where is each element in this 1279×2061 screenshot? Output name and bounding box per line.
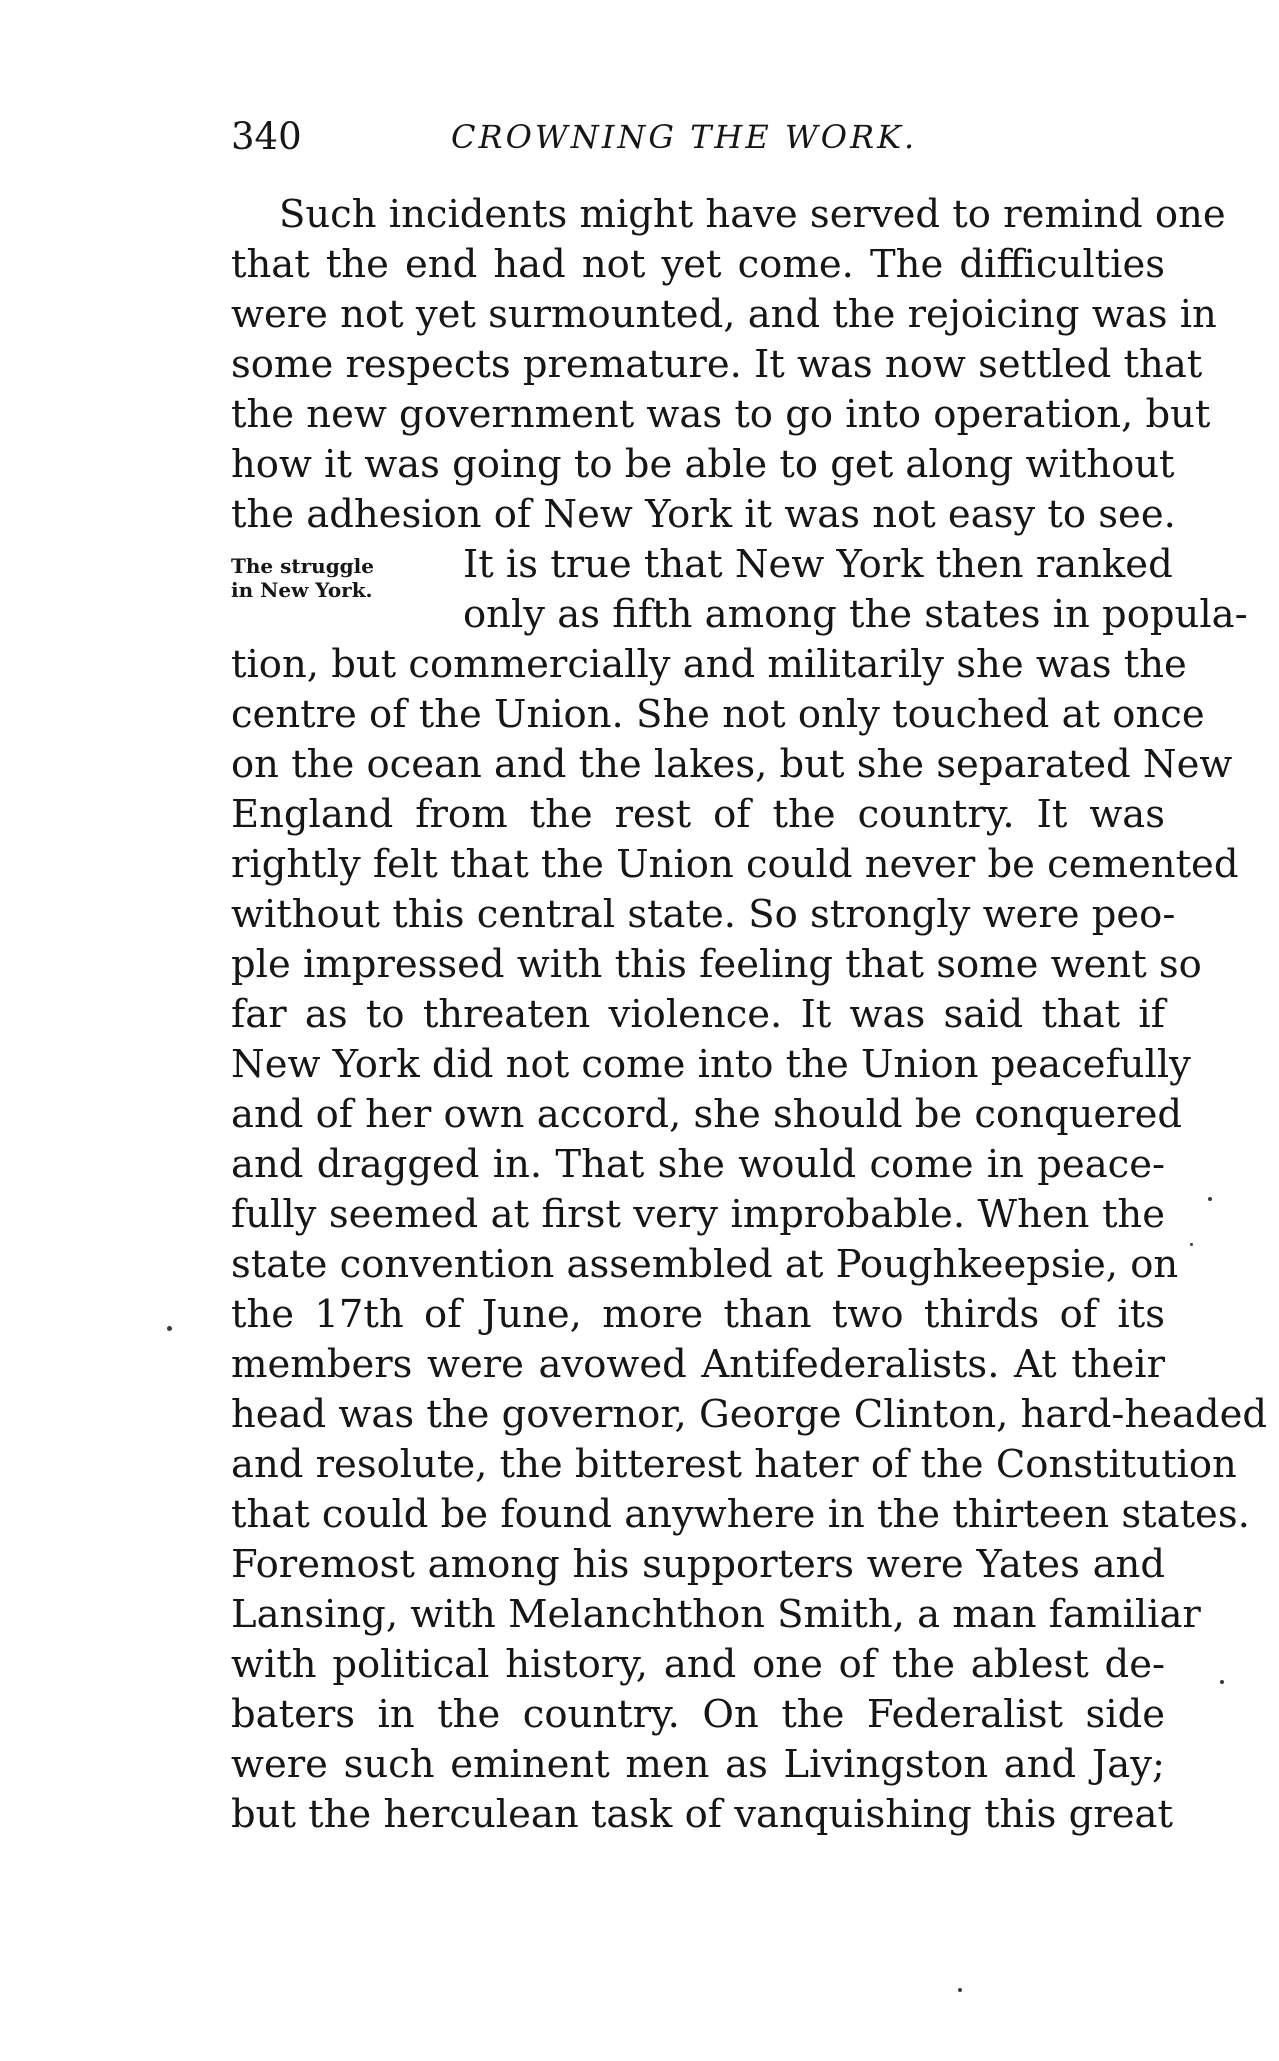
text-line: and of her own accord, she should be conquered bbox=[231, 1092, 1183, 1137]
text-line: It is true that New York then ranked bbox=[463, 542, 1173, 587]
text-line: state convention assembled at Poughkeepsie, on bbox=[231, 1242, 1179, 1287]
text-line: Such incidents might have served to remind one bbox=[279, 192, 1226, 237]
text-line: baters in the country. On the Federalist side bbox=[231, 1692, 1165, 1737]
text-line: that the end had not yet come. The difficulties bbox=[231, 242, 1165, 287]
text-line: Lansing, with Melanchthon Smith, a man familiar bbox=[231, 1592, 1201, 1637]
text-line: with political history, and one of the ablest de- bbox=[231, 1642, 1165, 1687]
scan-speck bbox=[1208, 1197, 1212, 1201]
text-line: England from the rest of the country. It was bbox=[231, 792, 1165, 837]
running-head: CROWNING THE WORK. bbox=[451, 118, 918, 156]
text-line: were not yet surmounted, and the rejoicing was in bbox=[231, 292, 1217, 337]
text-line: fully seemed at first very improbable. When the bbox=[231, 1192, 1165, 1237]
text-line: how it was going to be able to get along without bbox=[231, 442, 1175, 487]
text-line: the new government was to go into operation, but bbox=[231, 392, 1211, 437]
text-line: head was the governor, George Clinton, hard-headed bbox=[231, 1392, 1268, 1437]
text-line: and dragged in. That she would come in peace- bbox=[231, 1142, 1165, 1187]
text-line: only as fifth among the states in popula- bbox=[463, 592, 1248, 637]
text-line: some respects premature. It was now settled that bbox=[231, 342, 1203, 387]
margin-note bbox=[231, 554, 451, 602]
margin-note-line: in New York. bbox=[231, 578, 373, 602]
text-line: members were avowed Antifederalists. At their bbox=[231, 1342, 1165, 1387]
page-header bbox=[231, 112, 946, 162]
text-line: on the ocean and the lakes, but she separated New bbox=[231, 742, 1233, 787]
scan-speck bbox=[167, 1326, 172, 1331]
text-line: without this central state. So strongly were peo- bbox=[231, 892, 1176, 937]
scan-speck bbox=[958, 1988, 962, 1992]
text-line: were such eminent men as Livingston and Jay; bbox=[231, 1742, 1165, 1787]
text-line: centre of the Union. She not only touched at once bbox=[231, 692, 1205, 737]
page-number: 340 bbox=[231, 115, 302, 158]
text-line: tion, but commercially and militarily she was the bbox=[231, 642, 1187, 687]
scan-speck bbox=[1220, 1680, 1224, 1684]
text-line: and resolute, the bitterest hater of the Constitution bbox=[231, 1442, 1237, 1487]
text-line: that could be found anywhere in the thirteen states. bbox=[231, 1492, 1250, 1537]
text-line: far as to threaten violence. It was said that if bbox=[231, 992, 1165, 1037]
text-line: rightly felt that the Union could never be cemented bbox=[231, 842, 1239, 887]
margin-note-line: The struggle bbox=[231, 554, 374, 578]
text-line: ple impressed with this feeling that some went so bbox=[231, 942, 1202, 987]
text-line: Foremost among his supporters were Yates and bbox=[231, 1542, 1165, 1587]
text-line: the 17th of June, more than two thirds of its bbox=[231, 1292, 1165, 1337]
text-line: but the herculean task of vanquishing this great bbox=[231, 1792, 1173, 1837]
text-line: New York did not come into the Union peacefully bbox=[231, 1042, 1191, 1087]
text-line: the adhesion of New York it was not easy to see. bbox=[231, 492, 1176, 537]
scan-speck bbox=[1190, 1243, 1193, 1246]
